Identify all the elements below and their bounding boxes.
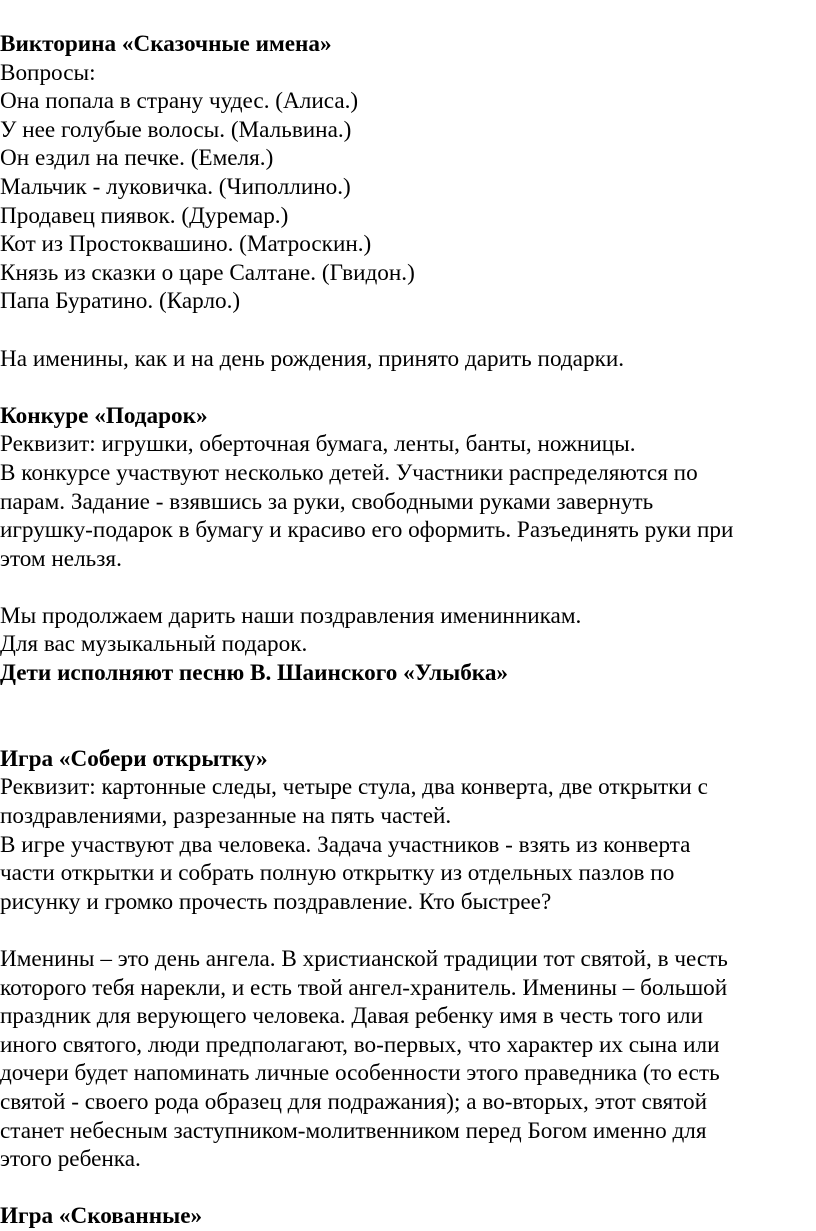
text-line: Для вас музыкальный подарок. [0,631,308,658]
document-page [0,30,810,1231]
text-line: В игре участвуют два человека. Задача участников - взять из конверта [0,831,691,858]
text-line: Она попала в страну чудес. (Алиса.) [0,88,359,115]
text-line: парам. Задание - взявшись за руки, свободными руками завернуть [0,488,654,515]
blank-line [0,716,810,745]
text-line: праздник для верующего человека. Давая ребенку имя в честь того или [0,1003,704,1030]
text-line: дочери будет напоминать личные особенности этого праведника (то есть [0,1060,720,1087]
blank-line [0,316,810,345]
text-line: иного святого, люди предполагают, во-первых, что характер их сына или [0,1031,720,1058]
text-line: У нее голубые волосы. (Мальвина.) [0,116,352,143]
text-line: Мы продолжаем дарить наши поздравления именинникам. [0,602,582,629]
blank-line [0,1174,810,1203]
text-line: этого ребенка. [0,1146,141,1173]
text-line: Реквизит: игрушки, оберточная бумага, ленты, банты, ножницы. [0,431,636,458]
text-line: этом нельзя. [0,545,122,572]
section-heading: Викторина «Сказочные имена» [0,31,332,57]
blank-line [0,916,810,945]
text-line: Вопросы: [0,59,96,86]
text-line: святой - своего рода образец для подражания); а во-вторых, этот святой [0,1088,708,1115]
text-line: части открытки и собрать полную открытку из отдельных пазлов по [0,860,675,887]
text-line: Продавец пиявок. (Дуремар.) [0,202,289,229]
text-line: В конкурсе участвуют несколько детей. Участники распределяются по [0,459,698,486]
section-heading: Дети исполняют песню В. Шаинского «Улыбка» [0,660,509,687]
blank-line [0,373,810,402]
text-line: поздравлениями, разрезанные на пять частей. [0,803,452,830]
text-line: Он ездил на печке. (Емеля.) [0,145,274,172]
text-line: рисунку и громко прочесть поздравление. Кто быстрее? [0,888,552,915]
text-line: Князь из сказки о царе Салтане. (Гвидон.) [0,259,415,286]
text-line: которого тебя нарекли, и есть твой ангел-хранитель. Именины – большой [0,974,728,1001]
text-line: На именины, как и на день рождения, принято дарить подарки. [0,345,625,372]
blank-line [0,573,810,602]
section-heading: Игра «Скованные» [0,1203,203,1230]
text-line: Папа Буратино. (Карло.) [0,288,241,315]
section-heading: Игра «Собери открытку» [0,745,268,772]
text-line: станет небесным заступником-молитвенником перед Богом именно для [0,1117,707,1144]
text-line: Кот из Простоквашино. (Матроскин.) [0,231,372,258]
text-line: игрушку-подарок в бумагу и красиво его оформить. Разъединять руки при [0,517,734,544]
blank-line [0,688,810,717]
text-line: Именины – это день ангела. В христианской традиции тот святой, в честь [0,946,728,972]
section-heading: Конкуре «Подарок» [0,402,208,429]
text-line: Реквизит: картонные следы, четыре стула, два конверта, две открытки с [0,774,708,801]
text-line: Мальчик - луковичка. (Чиполлино.) [0,173,351,200]
